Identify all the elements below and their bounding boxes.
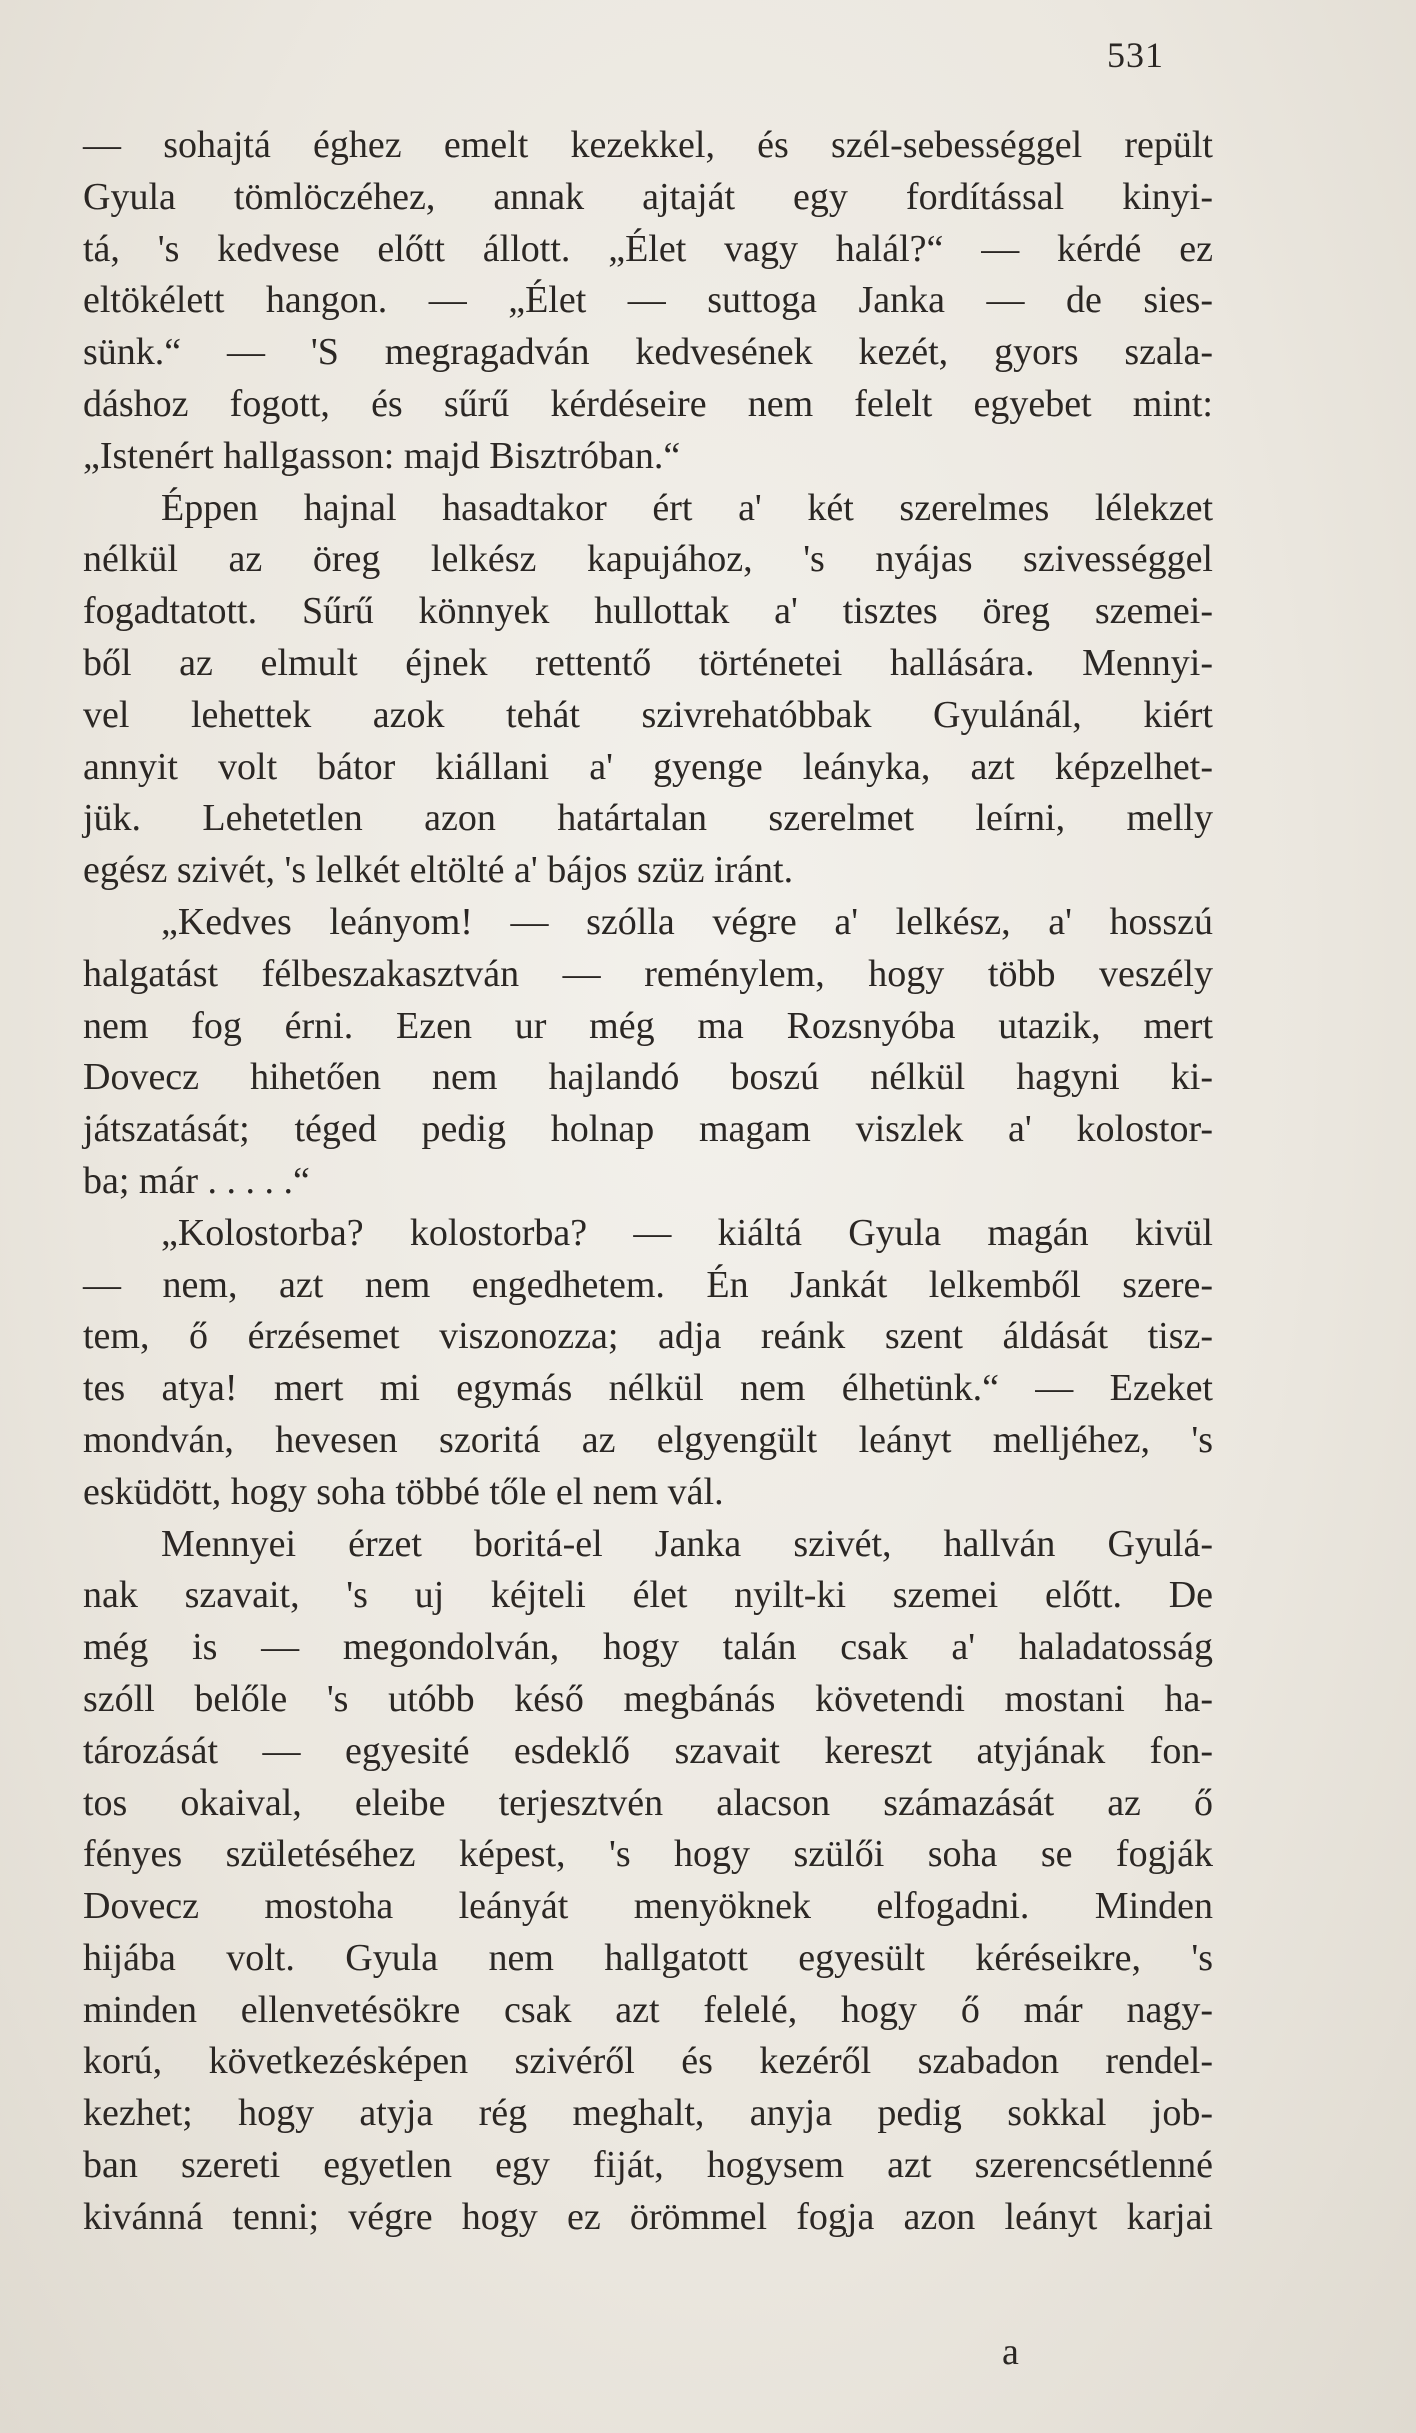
text-line: jük. Lehetetlen azon határtalan szerelmet leírni, melly <box>83 797 1213 840</box>
text-line: „Kedves leányom! — szólla végre a' lelkész, a' hosszú <box>161 900 1213 943</box>
text-line: annyit volt bátor kiállani a' gyenge leányka, azt képzelhet- <box>83 745 1213 788</box>
text-line: Dovecz mostoha leányát menyöknek elfogadni. Minden <box>83 1885 1213 1928</box>
text-line: nélkül az öreg lelkész kapujához, 's nyájas szivességgel <box>83 538 1213 581</box>
text-line: tem, ő érzésemet viszonozza; adja reánk szent áldását tisz- <box>83 1315 1213 1358</box>
text-line: fényes születéséhez képest, 's hogy szülői soha se fogják <box>83 1833 1213 1876</box>
text-line: Gyula tömlöczéhez, annak ajtaját egy fordítással kinyi- <box>83 175 1213 218</box>
text-line: minden ellenvetésökre csak azt felelé, hogy ő már nagy- <box>83 1988 1213 2031</box>
text-line: nak szavait, 's uj kéjteli élet nyilt-ki szemei előtt. De <box>83 1574 1213 1617</box>
text-line: fogadtatott. Sűrű könnyek hullottak a' tisztes öreg szemei- <box>83 590 1213 633</box>
text-line: „Istenért hallgasson: majd Bisztróban.“ <box>83 434 681 477</box>
text-line: mondván, hevesen szoritá az elgyengült leányt melljéhez, 's <box>83 1418 1213 1461</box>
text-line: eltökélett hangon. — „Élet — suttoga Janka — de sies- <box>83 279 1213 322</box>
text-line: tározását — egyesité esdeklő szavait kereszt atyjának fon- <box>83 1729 1213 1772</box>
text-line: sünk.“ — 'S megragadván kedvesének kezét, gyors szala- <box>83 331 1213 374</box>
text-line: ban szereti egyetlen egy fiját, hogysem azt szerencsétlenné <box>83 2144 1213 2187</box>
text-line: tos okaival, eleibe terjesztvén alacson számazását az ő <box>83 1781 1213 1824</box>
text-line: Mennyei érzet boritá-el Janka szivét, hallván Gyulá- <box>161 1522 1213 1565</box>
text-line: szóll belőle 's utóbb késő megbánás követendi mostani ha- <box>83 1677 1213 1720</box>
text-line: — nem, azt nem engedhetem. Én Jankát lelkemből szere- <box>83 1263 1213 1306</box>
text-line: kivánná tenni; végre hogy ez örömmel fogja azon leányt karjai <box>83 2195 1213 2238</box>
text-line: vel lehettek azok tehát szivrehatóbbak Gyulánál, kiért <box>83 693 1213 736</box>
text-line: Éppen hajnal hasadtakor ért a' két szerelmes lélekzet <box>161 486 1213 529</box>
text-line: ba; már . . . . .“ <box>83 1159 310 1202</box>
text-line: nem fog érni. Ezen ur még ma Rozsnyóba utazik, mert <box>83 1004 1213 1047</box>
text-line: ből az elmult éjnek rettentő történetei hallására. Mennyi- <box>83 641 1213 684</box>
text-line: Dovecz hihetően nem hajlandó boszú nélkül hagyni ki- <box>83 1056 1213 1099</box>
page-number: 531 <box>1107 35 1164 75</box>
text-line: egész szivét, 's lelkét eltölté a' bájos szüz iránt. <box>83 849 794 892</box>
text-line: tes atya! mert mi egymás nélkül nem élhetünk.“ — Ezeket <box>83 1367 1213 1410</box>
text-line: „Kolostorba? kolostorba? — kiáltá Gyula magán kivül <box>161 1211 1213 1254</box>
text-line: hijába volt. Gyula nem hallgatott egyesült kéréseikre, 's <box>83 1936 1213 1979</box>
text-line: halgatást félbeszakasztván — reménylem, hogy több veszély <box>83 952 1213 995</box>
text-line: tá, 's kedvese előtt állott. „Élet vagy halál?“ — kérdé ez <box>83 227 1213 270</box>
text-line: játszatását; téged pedig holnap magam viszlek a' kolostor- <box>83 1108 1213 1151</box>
text-line: kezhet; hogy atyja rég meghalt, anyja pedig sokkal job- <box>83 2092 1213 2135</box>
text-line: dáshoz fogott, és sűrű kérdéseire nem felelt egyebet mint: <box>83 382 1213 425</box>
catchword: a <box>1002 2331 1019 2373</box>
text-line: — sohajtá éghez emelt kezekkel, és szél-sebességgel repült <box>83 124 1213 166</box>
body-text <box>83 120 1213 2244</box>
text-line: még is — megondolván, hogy talán csak a' haladatosság <box>83 1626 1213 1669</box>
text-line: esküdött, hogy soha többé tőle el nem vál. <box>83 1470 724 1513</box>
text-line: korú, következésképen szivéről és kezéről szabadon rendel- <box>83 2040 1213 2083</box>
